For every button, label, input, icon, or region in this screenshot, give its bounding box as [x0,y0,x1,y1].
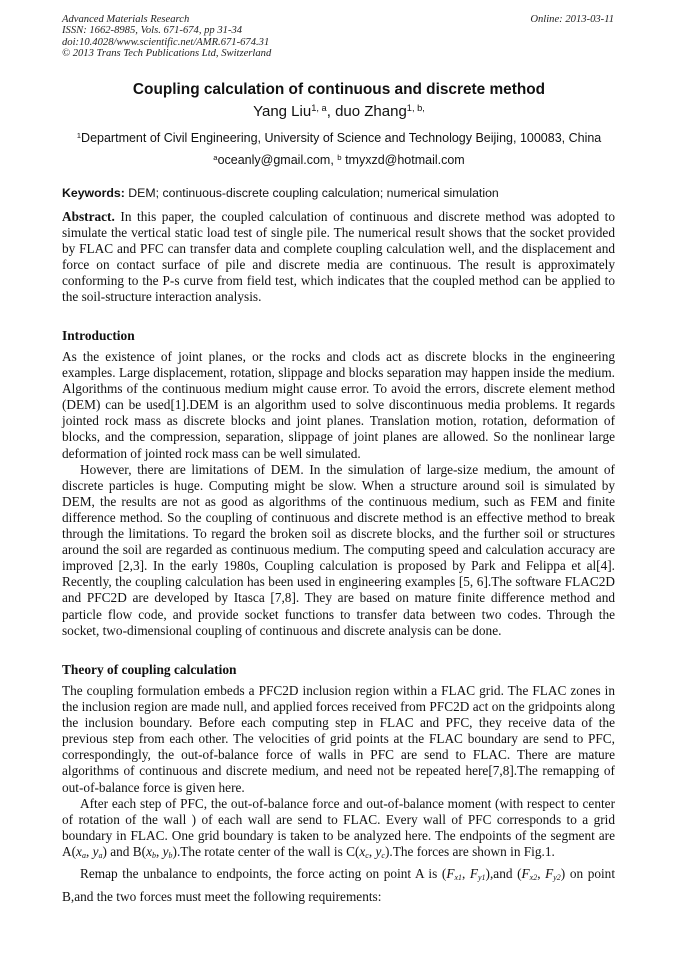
paragraph: After each step of PFC, the out-of-balance force and out-of-balance moment (with respect to center of rotation of the wall ) of each wall are send to FLAC. Every wall of PFC corresponds to a grid boundary in FLAC. One grid boundary is taken to be analyzed here. The endpoints of the segment are $A(x_a$, $y_a$) and $B(x_b$, $y_b).The$ rotate center of the wall is $C(x_c$, $y_c).The$ forces are shown in Fig.1. [62,795,615,860]
abstract-label: Abstract. [62,209,115,224]
keywords [62,186,617,200]
paper-title: Coupling calculation of continuous and discrete method [132,81,546,98]
author-sup: 1, b, [406,102,425,113]
email-sup: b [337,152,342,162]
math-point-c: $C(x_c$, $y_c$) [346,843,390,860]
issn-line: ISSN: 1662-8985, Vols. 671-674, pp 31-34 [62,25,243,37]
keywords-text: DEM; continuous-discrete coupling calculation; numerical simulation [128,186,499,200]
affiliation-text: Department of Civil Engineering, University of Science and Technology Beijing, 100083, China [81,131,602,145]
email-link[interactable]: oceanly@gmail.com [217,153,331,167]
math-force-a: ($F_{x1}$, $F_{y1}$) [441,866,490,882]
section-title-theory: Theory of coupling calculation [62,662,237,677]
paragraph: As the existence of joint planes, or the rocks and clods act as discrete blocks in the engineering examples. Large displacement, rotation, slippage and blocks separation may happen inside the medium. Algorithms of the continuous medium might cause error. To avoid the errors, discrete element method (DEM) can be used[1].DEM is an algorithm used to solve discontinuous media problems. It regards jointed rock mass as discrete blocks and joint planes. Translation motion, rotation, deformation of blocks, and the compression, separation, slippage of joint planes are allowed. So the nonlinear large deformation of jointed rock mass can be well simulated. [62,349,615,461]
math-point-b: $B(x_b$, $y_b$) [132,843,177,860]
email-link[interactable]: tmyxzd@hotmail.com [345,153,465,167]
author-list [0,103,678,120]
abstract [62,209,615,306]
math-point-a: $A(x_a$, $y_a$) [62,843,107,860]
email-list: $^a$oceanly@gmail.com, $^b$ tmyxzd@hotmail.com [213,152,465,167]
abstract-text: In this paper, the coupled calculation of continuous and discrete method was adopted to simulate the vertical static load test of single pile. The numerical result shows that the socket provided by FLAC and PFC can transfer data and complete coupling calculation well, and the displacement and force on contact surface of pile and discrete media are continuous. The result is approximately conforming to the P-s curve from field test, which indicates that the coupled method can be applied to the soil-structure interaction analysis. [62,209,616,305]
author-name: Yang Liu [253,103,312,120]
paragraph: However, there are limitations of DEM. In the simulation of large-size medium, the amount of discrete particles is huge. Computing might be slow. When a structure around soil is simulated by DEM, the results are not as good as algorithms of the continuous medium, such as FEM and finite difference method. So the coupling of continuous and discrete method is an effective method to break through the limitations. To regard the broken soil as discrete blocks, and the further soil or structures around the soil are regarded as continuous medium. The computing speed and calculation accuracy are improved [2,3]. In the early 1980s, Coupling calculation is proposed by Park and Felippa et al[4]. Recently, the coupling calculation has been used in engineering examples [5, 6].The software FLAC2D and PFC2D are developed by Itasca [7,8]. They are based on mature finite difference method and particle flow code, and provide socket functions to transfer data between two codes. Through the socket, two-dimensional coupling of continuous and discrete analysis can be done. [62,461,615,638]
email-sup: a [213,152,218,162]
keywords-label: Keywords: [62,186,125,200]
copyright-line: © 2013 Trans Tech Publications Ltd, Switzerland [62,47,272,59]
journal-header [62,14,271,59]
author-sup: 1, a [311,102,327,113]
doi-line[interactable]: doi:10.4028/www.scientific.net/AMR.671-674.31 [62,36,270,48]
math-force-b: ($F_{x2}$, $F_{y2}$) [517,866,566,882]
author-name: duo Zhang [335,103,407,120]
journal-name: Advanced Materials Research [62,14,190,25]
online-date: Online: 2013-03-11 [530,14,614,25]
section-title-introduction: Introduction [62,328,135,343]
paragraph: Remap the unbalance to endpoints, the force acting on point A is ($F_{x1}$, $F_{y1}),and$ ($F_{x2}$, $F_{y2}$) on point B,and the two forces must meet the following requirements: [62,866,616,904]
author-separator: , [326,103,336,120]
paragraph: The coupling formulation embeds a PFC2D inclusion region within a FLAC grid. The FLAC zones in the inclusion region are made null, and applied forces received from PFC2D act on the gridpoints along the inclusion boundary. Before each computing step in FLAC and PFC, they receive data of the previous step from each other. The velocities of grid points at the FLAC boundary are send to PFC, correspondingly, the out-of-balance force of walls in PFC are send to FLAC. There are mature algorithms of continuous and discrete medium, and need not be repeated here[7,8].The remapping of out-of-balance force is given here. [62,683,615,795]
affiliation-sup: 1 [76,130,82,140]
affiliation [0,131,678,145]
introduction-body [62,349,615,639]
theory-body [62,683,615,906]
